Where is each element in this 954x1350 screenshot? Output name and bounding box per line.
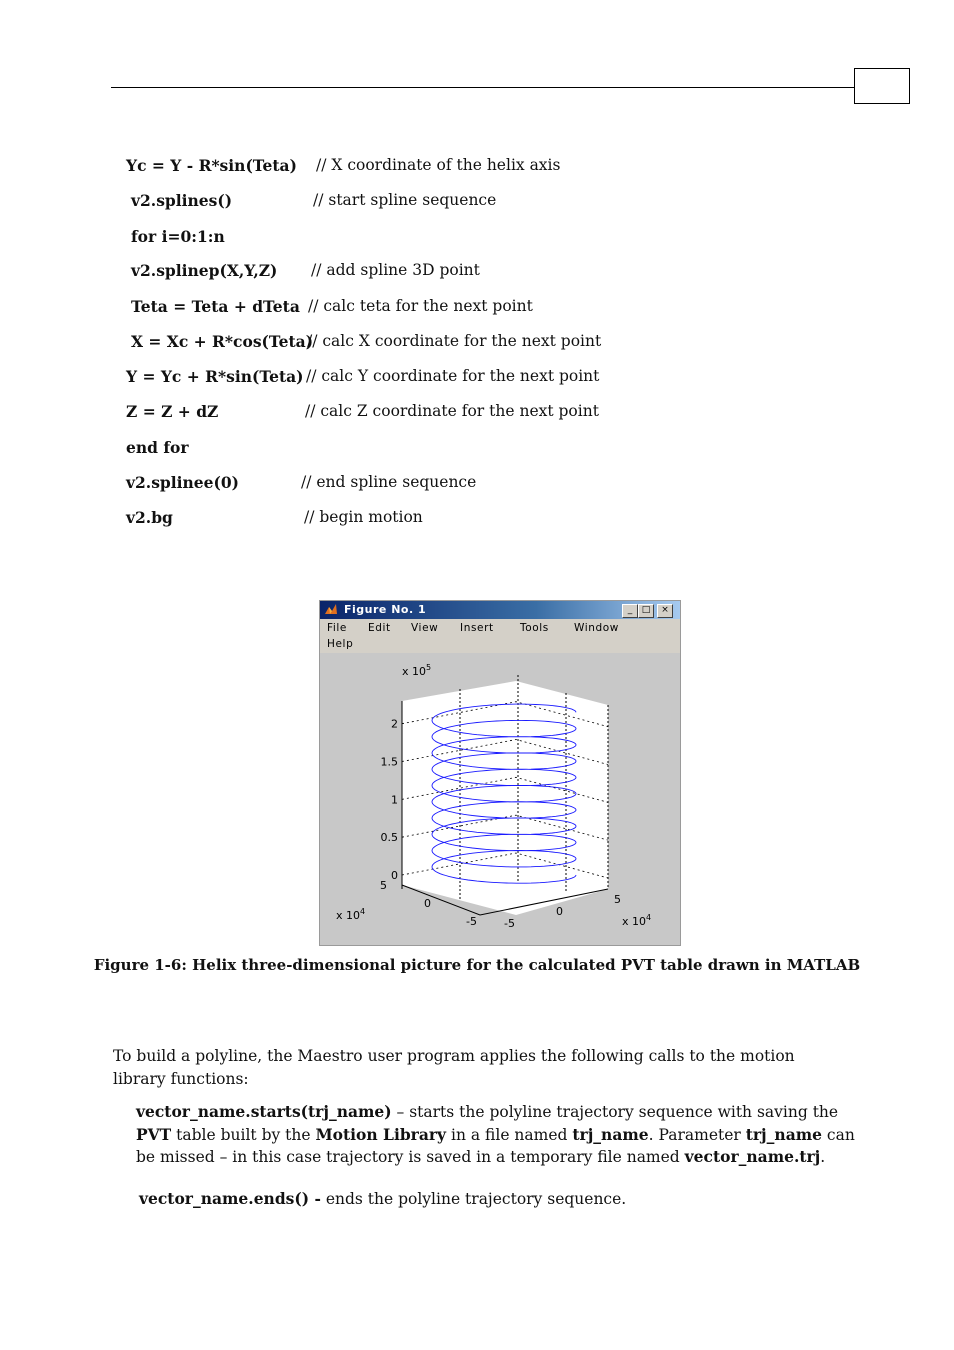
y-tick-label: -5	[504, 917, 515, 930]
code-line: Teta = Teta + dTeta	[131, 297, 300, 316]
menu-tools[interactable]: Tools	[520, 622, 549, 634]
menu-insert[interactable]: Insert	[460, 622, 494, 634]
header-rule	[111, 87, 855, 88]
close-button[interactable]: ×	[657, 604, 673, 618]
page-number-box	[854, 68, 910, 104]
code-comment: // calc X coordinate for the next point	[307, 332, 602, 350]
code-line: v2.splinee(0)	[126, 473, 239, 492]
x-tick-label: 5	[380, 879, 387, 892]
code-line: end for	[126, 438, 189, 457]
code-line: Z = Z + dZ	[126, 402, 219, 421]
matlab-figure-window	[319, 600, 681, 946]
z-tick-label: 1	[391, 793, 398, 807]
z-scale-label: x $10^5$	[402, 663, 432, 678]
x-tick-label: 0	[424, 897, 431, 910]
code-comment: // start spline sequence	[313, 191, 497, 209]
code-line: v2.bg	[126, 508, 173, 527]
matlab-logo-icon	[324, 603, 338, 616]
code-comment: // calc Z coordinate for the next point	[305, 402, 599, 420]
x-tick-label: -5	[466, 915, 477, 928]
axes-frame	[402, 675, 608, 915]
code-comment: // X coordinate of the helix axis	[316, 156, 561, 174]
code-comment: // begin motion	[304, 508, 423, 526]
code-line: for i=0:1:n	[131, 227, 225, 246]
y-scale-label: x $10^4$	[622, 913, 652, 928]
code-line: Y = Yc + R*sin(Teta)	[126, 367, 304, 386]
window-titlebar	[320, 601, 680, 619]
maximize-button[interactable]: □	[638, 604, 654, 618]
menu-edit[interactable]: Edit	[368, 622, 391, 634]
code-line: Yc = Y - R*sin(Teta)	[126, 156, 297, 175]
code-comment: // end spline sequence	[301, 473, 477, 491]
starts-paragraph: vector_name.starts(trj_name) – starts the polyline trajectory sequence with saving the PVT table built by the Motion Library in a file named trj_name. Parameter trj_name can be missed – in this case trajectory is saved in a temporary file named vector_name.trj.	[136, 1102, 855, 1166]
intro-paragraph: To build a polyline, the Maestro user program applies the following calls to the motion library functions:	[113, 1047, 795, 1088]
z-tick-label: 0	[391, 869, 398, 882]
menu-window[interactable]: Window	[574, 622, 620, 634]
menu-help[interactable]: Help	[327, 638, 354, 650]
menu-file[interactable]: File	[327, 622, 347, 634]
minimize-button[interactable]: _	[622, 604, 638, 618]
ends-paragraph: vector_name.ends() - ends the polyline trajectory sequence.	[139, 1189, 627, 1208]
x-scale-label: x $10^4$	[336, 907, 366, 922]
window-title: Figure No. 1	[344, 603, 427, 616]
z-tick-label: 1.5	[380, 755, 398, 769]
figure-caption: Figure 1-6: Helix three-dimensional picture for the calculated PVT table drawn in MATLAB	[93, 956, 861, 974]
code-comment: // calc teta for the next point	[308, 297, 533, 315]
code-line: X = Xc + R*cos(Teta)	[131, 332, 314, 351]
y-tick-label: 5	[614, 893, 621, 906]
code-line: v2.splines()	[131, 191, 233, 210]
code-comment: // calc Y coordinate for the next point	[306, 367, 600, 385]
menu-bar	[320, 619, 680, 653]
code-comment: // add spline 3D point	[311, 261, 480, 279]
z-tick-label: 0.5	[380, 831, 398, 845]
y-tick-label: 0	[556, 905, 563, 918]
helix-3d-plot	[320, 653, 680, 945]
menu-view[interactable]: View	[411, 622, 439, 634]
code-line: v2.splinep(X,Y,Z)	[131, 261, 278, 280]
z-tick-label: 2	[391, 717, 398, 731]
